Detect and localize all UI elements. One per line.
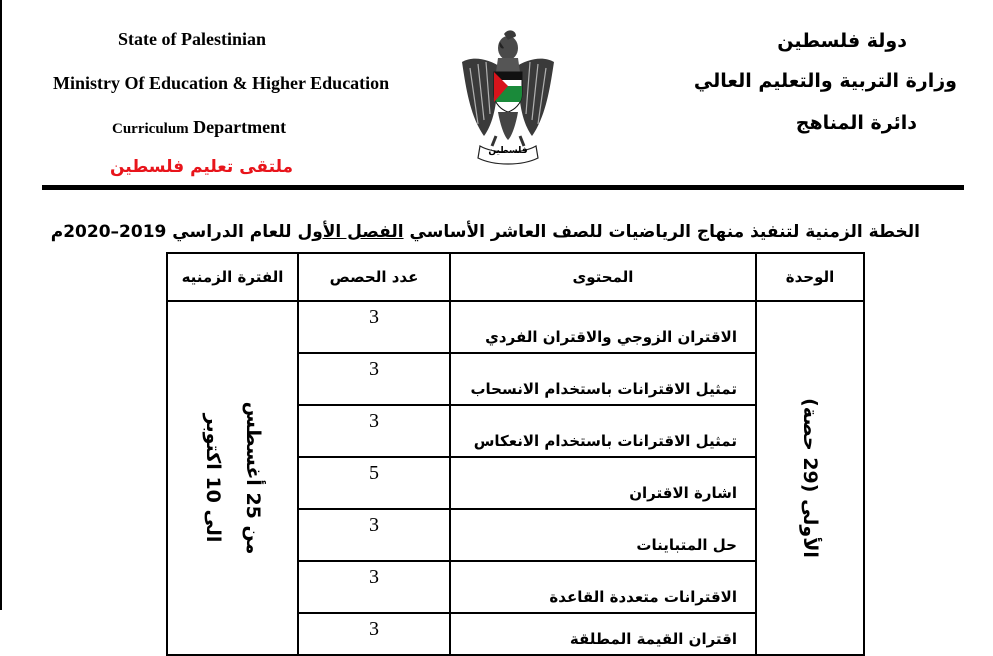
unit-cell: [756, 301, 864, 655]
table-header-row: [167, 253, 864, 301]
header-arabic-line2: وزارة التربية والتعليم العالي: [693, 70, 957, 92]
palestine-eagle-emblem-icon: [458, 28, 558, 168]
period-cell: [167, 301, 298, 655]
content-cell: الاقتران الزوجي والاقتران الفردي: [450, 301, 756, 353]
content-cell: تمثيل الاقترانات باستخدام الانعكاس: [450, 405, 756, 457]
content-cell: الاقترانات متعددة القاعدة: [450, 561, 756, 613]
title-part1: الخطة الزمنية لتنفيذ منهاج الرياضيات للصف العاشر الأساسي: [403, 222, 920, 242]
emblem-label: فلسطين: [488, 146, 528, 156]
sessions-cell: 3: [298, 301, 450, 353]
header-period: الفترة الزمنيه: [167, 253, 298, 301]
header-english-line3-big: Department: [193, 117, 287, 137]
header-english-line3-small: Curriculum: [112, 121, 189, 137]
header-unit: الوحدة: [756, 253, 864, 301]
header-english-line3: [112, 117, 286, 138]
period-line1: من 25 أغسطس: [241, 401, 264, 555]
sessions-cell: 3: [298, 613, 450, 655]
unit-label: الأولى (29 حصة): [799, 398, 821, 558]
title-part2: للعام الدراسي 2019–2020م: [50, 222, 298, 242]
content-cell: اقتران القيمة المطلقة: [450, 613, 756, 655]
title-underlined-semester: الفصل الأول: [297, 222, 404, 242]
header-english-line2: Ministry Of Education & Higher Education: [53, 73, 390, 93]
time-plan-table: [166, 252, 865, 656]
sessions-cell: 3: [298, 561, 450, 613]
period-label: [193, 402, 273, 555]
document-title: [50, 222, 920, 242]
forum-label: ملتقى تعليم فلسطين: [110, 157, 294, 177]
header-arabic-line1: دولة فلسطين: [777, 30, 907, 52]
table-row: [167, 301, 864, 353]
header-arabic-line3: دائرة المناهج: [795, 112, 917, 134]
header-divider: [42, 185, 964, 190]
period-line2: الى 10 اكتوبر: [201, 413, 224, 543]
header-sessions: عدد الحصص: [298, 253, 450, 301]
sessions-cell: 3: [298, 405, 450, 457]
sessions-cell: 3: [298, 353, 450, 405]
content-cell: اشارة الاقتران: [450, 457, 756, 509]
sessions-cell: 5: [298, 457, 450, 509]
content-cell: حل المتباينات: [450, 509, 756, 561]
header-english-line1: State of Palestinian: [118, 29, 266, 49]
header-content: المحتوى: [450, 253, 756, 301]
content-cell: تمثيل الاقترانات باستخدام الانسحاب: [450, 353, 756, 405]
sessions-cell: 3: [298, 509, 450, 561]
